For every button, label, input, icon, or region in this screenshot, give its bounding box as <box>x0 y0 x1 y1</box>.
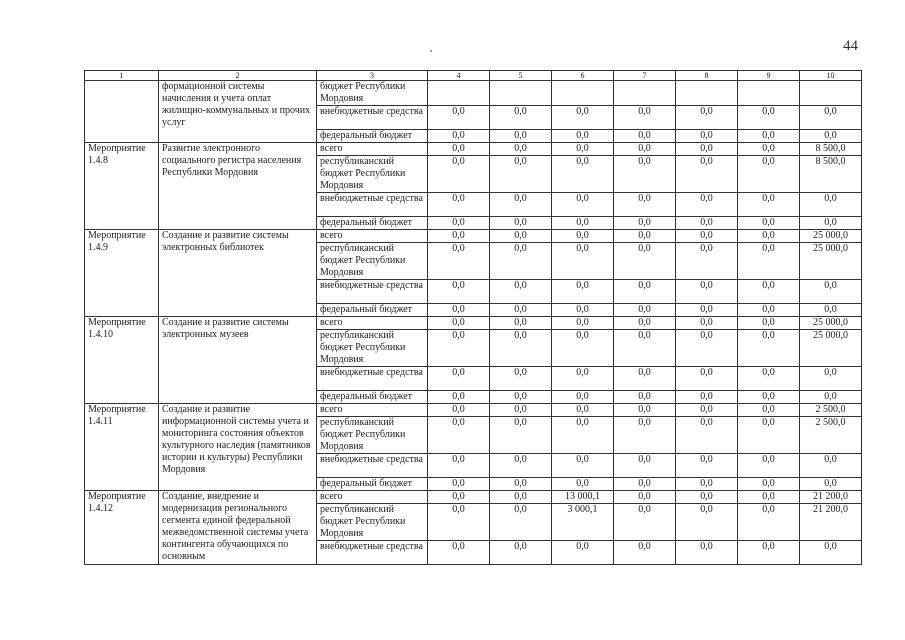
amount-cell: 0,0 <box>800 454 862 478</box>
amount-cell <box>614 81 676 106</box>
amount-cell: 0,0 <box>676 230 738 243</box>
column-number: 7 <box>614 71 676 81</box>
amount-cell: 25 000,0 <box>800 230 862 243</box>
amount-cell: 0,0 <box>614 491 676 504</box>
amount-cell: 0,0 <box>490 156 552 193</box>
column-number: 2 <box>159 71 317 81</box>
amount-cell: 0,0 <box>738 417 800 454</box>
funding-source-cell: республиканский бюджет Республики Мордовия <box>317 330 428 367</box>
amount-cell: 0,0 <box>614 317 676 330</box>
amount-cell: 25 000,0 <box>800 330 862 367</box>
amount-cell: 0,0 <box>428 417 490 454</box>
amount-cell: 0,0 <box>490 217 552 230</box>
amount-cell: 0,0 <box>428 156 490 193</box>
amount-cell: 0,0 <box>676 304 738 317</box>
table-row <box>85 491 862 504</box>
funding-source-cell: внебюджетные средства <box>317 541 428 565</box>
measure-id-cell: Мероприятие 1.4.9 <box>85 230 159 317</box>
amount-cell: 0,0 <box>552 156 614 193</box>
amount-cell: 0,0 <box>800 217 862 230</box>
amount-cell: 0,0 <box>552 391 614 404</box>
amount-cell: 0,0 <box>614 243 676 280</box>
funding-source-cell: всего <box>317 491 428 504</box>
amount-cell: 0,0 <box>676 391 738 404</box>
amount-cell: 0,0 <box>614 454 676 478</box>
amount-cell: 0,0 <box>800 106 862 130</box>
funding-source-cell: федеральный бюджет <box>317 304 428 317</box>
amount-cell: 0,0 <box>490 143 552 156</box>
amount-cell: 0,0 <box>614 504 676 541</box>
amount-cell: 0,0 <box>676 478 738 491</box>
measure-id-cell: Мероприятие 1.4.12 <box>85 491 159 565</box>
amount-cell: 0,0 <box>428 130 490 143</box>
amount-cell: 0,0 <box>738 404 800 417</box>
amount-cell: 0,0 <box>738 304 800 317</box>
measure-id-cell <box>85 81 159 143</box>
amount-cell: 0,0 <box>490 280 552 304</box>
amount-cell <box>490 81 552 106</box>
funding-source-cell: внебюджетные средства <box>317 454 428 478</box>
amount-cell: 0,0 <box>800 541 862 565</box>
amount-cell: 0,0 <box>552 330 614 367</box>
amount-cell: 0,0 <box>676 454 738 478</box>
amount-cell: 0,0 <box>428 143 490 156</box>
amount-cell: 0,0 <box>800 367 862 391</box>
table-row <box>85 81 862 106</box>
table-row <box>85 143 862 156</box>
funding-source-cell: внебюджетные средства <box>317 367 428 391</box>
amount-cell: 0,0 <box>428 106 490 130</box>
column-number: 5 <box>490 71 552 81</box>
amount-cell: 0,0 <box>614 106 676 130</box>
amount-cell: 0,0 <box>738 478 800 491</box>
column-number: 9 <box>738 71 800 81</box>
amount-cell: 0,0 <box>738 230 800 243</box>
amount-cell: 0,0 <box>676 504 738 541</box>
funding-source-cell: республиканский бюджет Республики Мордовия <box>317 156 428 193</box>
table-row <box>85 404 862 417</box>
amount-cell: 0,0 <box>614 417 676 454</box>
table-header-row <box>85 71 862 81</box>
funding-source-cell: республиканский бюджет Республики Мордовия <box>317 417 428 454</box>
amount-cell: 0,0 <box>800 304 862 317</box>
amount-cell: 0,0 <box>490 417 552 454</box>
measure-id-cell: Мероприятие 1.4.11 <box>85 404 159 491</box>
amount-cell <box>676 81 738 106</box>
amount-cell: 0,0 <box>428 404 490 417</box>
funding-source-cell: федеральный бюджет <box>317 391 428 404</box>
amount-cell: 0,0 <box>552 367 614 391</box>
amount-cell: 0,0 <box>428 367 490 391</box>
measure-id-cell: Мероприятие 1.4.8 <box>85 143 159 230</box>
amount-cell: 0,0 <box>490 230 552 243</box>
funding-source-cell: всего <box>317 230 428 243</box>
column-number: 4 <box>428 71 490 81</box>
scan-speck <box>430 50 432 52</box>
measure-name-cell: Создание и развитие системы электронных библиотек <box>159 230 317 317</box>
amount-cell: 0,0 <box>676 541 738 565</box>
amount-cell: 0,0 <box>428 280 490 304</box>
amount-cell: 0,0 <box>614 280 676 304</box>
amount-cell: 0,0 <box>552 243 614 280</box>
amount-cell: 0,0 <box>738 367 800 391</box>
column-number: 1 <box>85 71 159 81</box>
amount-cell: 0,0 <box>676 417 738 454</box>
amount-cell: 0,0 <box>552 404 614 417</box>
amount-cell: 0,0 <box>614 217 676 230</box>
amount-cell: 0,0 <box>490 330 552 367</box>
amount-cell: 0,0 <box>428 541 490 565</box>
budget-table <box>84 70 862 565</box>
amount-cell: 0,0 <box>738 504 800 541</box>
amount-cell: 0,0 <box>800 391 862 404</box>
amount-cell: 0,0 <box>614 193 676 217</box>
amount-cell: 0,0 <box>552 317 614 330</box>
amount-cell: 0,0 <box>552 478 614 491</box>
amount-cell: 0,0 <box>614 391 676 404</box>
amount-cell: 0,0 <box>676 280 738 304</box>
amount-cell: 0,0 <box>800 130 862 143</box>
amount-cell: 0,0 <box>614 130 676 143</box>
amount-cell: 0,0 <box>738 193 800 217</box>
amount-cell: 0,0 <box>428 317 490 330</box>
amount-cell: 0,0 <box>738 491 800 504</box>
amount-cell: 8 500,0 <box>800 143 862 156</box>
amount-cell: 0,0 <box>428 230 490 243</box>
amount-cell: 0,0 <box>738 454 800 478</box>
amount-cell: 0,0 <box>490 541 552 565</box>
amount-cell: 0,0 <box>676 217 738 230</box>
measure-name-cell: Создание, внедрение и модернизация регионального сегмента единой федеральной межведомственной системы учета контингента обучающихся по основным <box>159 491 317 565</box>
amount-cell: 0,0 <box>614 541 676 565</box>
column-number: 8 <box>676 71 738 81</box>
amount-cell: 0,0 <box>738 130 800 143</box>
amount-cell: 0,0 <box>614 367 676 391</box>
column-number: 6 <box>552 71 614 81</box>
amount-cell: 0,0 <box>428 217 490 230</box>
amount-cell: 0,0 <box>614 156 676 193</box>
amount-cell: 0,0 <box>676 243 738 280</box>
table-row <box>85 230 862 243</box>
amount-cell: 0,0 <box>800 478 862 491</box>
amount-cell: 0,0 <box>738 317 800 330</box>
amount-cell: 0,0 <box>614 404 676 417</box>
amount-cell: 0,0 <box>490 193 552 217</box>
funding-source-cell: федеральный бюджет <box>317 217 428 230</box>
amount-cell: 0,0 <box>614 478 676 491</box>
amount-cell: 0,0 <box>428 504 490 541</box>
amount-cell: 0,0 <box>614 304 676 317</box>
amount-cell: 0,0 <box>676 143 738 156</box>
measure-id-cell: Мероприятие 1.4.10 <box>85 317 159 404</box>
funding-source-cell: внебюджетные средства <box>317 280 428 304</box>
funding-source-cell: всего <box>317 317 428 330</box>
funding-source-cell: бюджет Республики Мордовия <box>317 81 428 106</box>
amount-cell: 0,0 <box>490 454 552 478</box>
amount-cell: 21 200,0 <box>800 504 862 541</box>
amount-cell: 0,0 <box>428 491 490 504</box>
amount-cell: 0,0 <box>490 404 552 417</box>
amount-cell: 0,0 <box>738 217 800 230</box>
amount-cell: 0,0 <box>676 330 738 367</box>
amount-cell: 0,0 <box>676 193 738 217</box>
amount-cell <box>738 81 800 106</box>
amount-cell: 0,0 <box>800 280 862 304</box>
amount-cell: 0,0 <box>552 106 614 130</box>
amount-cell: 0,0 <box>676 367 738 391</box>
amount-cell: 0,0 <box>490 478 552 491</box>
funding-source-cell: республиканский бюджет Республики Мордовия <box>317 504 428 541</box>
amount-cell: 0,0 <box>490 317 552 330</box>
amount-cell <box>428 81 490 106</box>
amount-cell: 0,0 <box>428 391 490 404</box>
amount-cell: 0,0 <box>738 243 800 280</box>
amount-cell: 0,0 <box>428 478 490 491</box>
amount-cell: 0,0 <box>428 243 490 280</box>
amount-cell: 3 000,1 <box>552 504 614 541</box>
amount-cell: 0,0 <box>676 404 738 417</box>
amount-cell: 0,0 <box>552 541 614 565</box>
amount-cell: 0,0 <box>428 193 490 217</box>
amount-cell: 0,0 <box>614 330 676 367</box>
measure-name-cell: Создание и развитие информационной системы учета и мониторинга состояния объектов культурного наследия (памятников истории и культуры) Республики Мордовия <box>159 404 317 491</box>
amount-cell: 0,0 <box>490 491 552 504</box>
amount-cell: 0,0 <box>552 217 614 230</box>
amount-cell: 0,0 <box>552 193 614 217</box>
amount-cell: 0,0 <box>614 143 676 156</box>
amount-cell: 0,0 <box>614 230 676 243</box>
amount-cell: 0,0 <box>490 504 552 541</box>
funding-source-cell: республиканский бюджет Республики Мордовия <box>317 243 428 280</box>
amount-cell: 0,0 <box>738 280 800 304</box>
table-row <box>85 317 862 330</box>
amount-cell: 0,0 <box>738 391 800 404</box>
amount-cell: 8 500,0 <box>800 156 862 193</box>
measure-name-cell: Создание и развитие системы электронных музеев <box>159 317 317 404</box>
amount-cell: 0,0 <box>428 304 490 317</box>
amount-cell: 0,0 <box>738 106 800 130</box>
amount-cell: 0,0 <box>428 454 490 478</box>
amount-cell: 0,0 <box>676 106 738 130</box>
amount-cell: 0,0 <box>738 156 800 193</box>
funding-source-cell: внебюджетные средства <box>317 106 428 130</box>
amount-cell: 0,0 <box>428 330 490 367</box>
amount-cell: 2 500,0 <box>800 404 862 417</box>
amount-cell: 0,0 <box>490 243 552 280</box>
amount-cell: 2 500,0 <box>800 417 862 454</box>
amount-cell: 0,0 <box>676 156 738 193</box>
funding-source-cell: внебюджетные средства <box>317 193 428 217</box>
amount-cell: 0,0 <box>552 454 614 478</box>
amount-cell: 13 000,1 <box>552 491 614 504</box>
funding-source-cell: всего <box>317 143 428 156</box>
measure-name-cell: Развитие электронного социального регистра населения Республики Мордовия <box>159 143 317 230</box>
amount-cell: 0,0 <box>552 304 614 317</box>
amount-cell: 0,0 <box>676 130 738 143</box>
amount-cell: 0,0 <box>738 541 800 565</box>
amount-cell <box>552 81 614 106</box>
funding-source-cell: федеральный бюджет <box>317 478 428 491</box>
page-number: 44 <box>843 38 858 54</box>
amount-cell: 0,0 <box>676 491 738 504</box>
amount-cell: 0,0 <box>738 143 800 156</box>
amount-cell: 0,0 <box>552 280 614 304</box>
amount-cell: 0,0 <box>552 143 614 156</box>
amount-cell: 25 000,0 <box>800 317 862 330</box>
amount-cell: 0,0 <box>490 367 552 391</box>
amount-cell: 25 000,0 <box>800 243 862 280</box>
amount-cell: 0,0 <box>490 391 552 404</box>
amount-cell: 0,0 <box>738 330 800 367</box>
amount-cell: 0,0 <box>676 317 738 330</box>
amount-cell: 0,0 <box>490 130 552 143</box>
amount-cell: 0,0 <box>490 106 552 130</box>
amount-cell: 0,0 <box>490 304 552 317</box>
measure-name-cell: формационной системы начисления и учета оплат жилищно-коммунальных и прочих услуг <box>159 81 317 143</box>
amount-cell: 0,0 <box>800 193 862 217</box>
funding-source-cell: федеральный бюджет <box>317 130 428 143</box>
table-body <box>85 71 862 565</box>
amount-cell: 21 200,0 <box>800 491 862 504</box>
column-number: 10 <box>800 71 862 81</box>
column-number: 3 <box>317 71 428 81</box>
amount-cell <box>800 81 862 106</box>
amount-cell: 0,0 <box>552 130 614 143</box>
amount-cell: 0,0 <box>552 417 614 454</box>
amount-cell: 0,0 <box>552 230 614 243</box>
funding-source-cell: всего <box>317 404 428 417</box>
